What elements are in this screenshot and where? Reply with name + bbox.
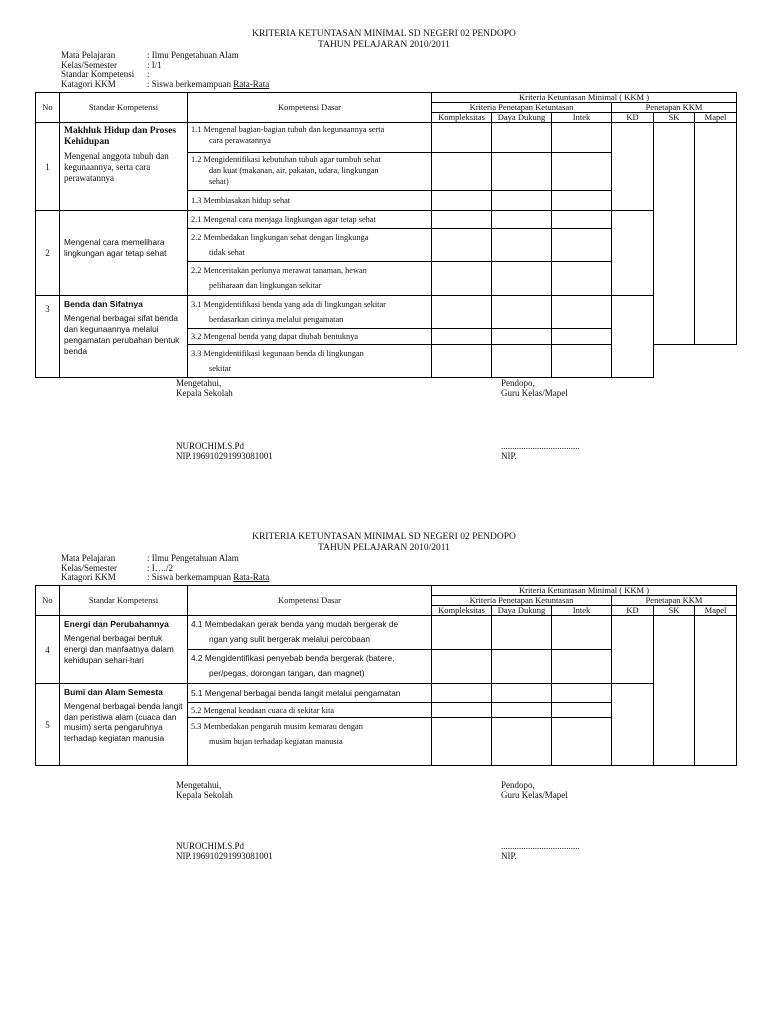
sign-text: Mengetahui, bbox=[176, 780, 222, 790]
sk-title: Energi dan Perubahannya bbox=[64, 619, 169, 629]
kompleksitas-cell[interactable] bbox=[432, 616, 492, 650]
meta-label: Katagori KKM bbox=[61, 572, 116, 583]
intek-cell[interactable] bbox=[552, 616, 612, 650]
meta-label: Katagori KKM bbox=[61, 78, 116, 89]
header-kompetensi-dasar: Kompetensi Dasar bbox=[188, 93, 432, 123]
sign-text: NIP.196910291993081001 bbox=[176, 851, 273, 861]
daya-dukung-cell[interactable] bbox=[492, 718, 552, 766]
kd-text: berdasarkan cirinya melalui pengamatan bbox=[209, 315, 344, 324]
table-row bbox=[36, 296, 737, 329]
kd-text: 1.2 Mengidentifikasi kebutuhan tubuh agar tumbuh sehat bbox=[191, 155, 381, 164]
table-row bbox=[36, 616, 737, 650]
kd-text: dan kuat (makanan, air, pakaian, udara, lingkungan bbox=[209, 166, 379, 175]
signature-right-name bbox=[501, 841, 580, 861]
sign-text: NUROCHIM.S.Pd bbox=[176, 841, 245, 851]
kompleksitas-cell[interactable] bbox=[432, 703, 492, 718]
meta-block bbox=[61, 51, 269, 89]
header-kriteria-penetapan: Kriteria Penetapan Ketuntasan bbox=[432, 596, 612, 606]
daya-dukung-cell[interactable] bbox=[492, 191, 552, 211]
intek-cell[interactable] bbox=[552, 684, 612, 703]
kd-cell bbox=[188, 329, 432, 345]
sheet-subtitle: TAHUN PELAJARAN 2010/2011 bbox=[318, 40, 450, 50]
kompleksitas-cell[interactable] bbox=[432, 684, 492, 703]
sheet-title: KRITERIA KETUNTASAN MINIMAL SD NEGERI 02 PENDOPO bbox=[252, 532, 516, 542]
standar-kompetensi-cell bbox=[60, 211, 188, 296]
kd-value-cell[interactable] bbox=[612, 123, 654, 211]
daya-dukung-cell[interactable] bbox=[492, 703, 552, 718]
signature-left bbox=[176, 378, 233, 398]
mapel-value-cell[interactable] bbox=[695, 123, 737, 345]
standar-kompetensi-cell bbox=[60, 684, 188, 766]
intek-cell[interactable] bbox=[552, 650, 612, 684]
sk-description: Mengenal cara memelihara lingkungan agar tetap sehat bbox=[64, 236, 167, 258]
header-kompleksitas: Kompleksitas bbox=[432, 113, 492, 123]
kd-text: tidak sehat bbox=[209, 248, 245, 257]
header-kd: KD bbox=[612, 113, 654, 123]
header-sk: SK bbox=[654, 606, 695, 616]
meta-label: Mata Pelajaran bbox=[61, 50, 116, 60]
intek-cell[interactable] bbox=[552, 718, 612, 766]
header-kkm: Kriteria Ketuntasan Minimal ( KKM ) bbox=[432, 586, 737, 596]
meta-block bbox=[61, 554, 269, 583]
intek-cell[interactable] bbox=[552, 211, 612, 229]
kd-text: 4.2 Mengidentifikasi penyebab benda bergerak (batere, bbox=[191, 653, 395, 663]
kd-text: 4.1 Membedakan gerak benda yang mudah bergerak de bbox=[191, 619, 399, 629]
meta-value: : I/1 bbox=[147, 59, 162, 70]
meta-value: : Siswa berkemampuan bbox=[147, 78, 234, 89]
kd-cell bbox=[188, 616, 432, 650]
header-sk: SK bbox=[654, 113, 695, 123]
row-number: 4 bbox=[36, 616, 60, 684]
kd-text: 5.2 Mengenal keadaan cuaca di sekitar kita bbox=[191, 705, 335, 715]
kd-cell bbox=[188, 650, 432, 684]
kd-text: 5.1 Mengenal berbagai benda langit melalui pengamatan bbox=[191, 687, 401, 698]
sk-value-cell[interactable] bbox=[654, 616, 695, 766]
kd-text: sekitar bbox=[209, 364, 232, 373]
sign-text: Kepala Sekolah bbox=[176, 790, 233, 800]
sign-text: Mengetahui, bbox=[176, 378, 222, 388]
kd-cell bbox=[188, 153, 432, 191]
kd-text: 2.2 Menceritakan perlunya merawat tanaman, hewan bbox=[191, 266, 367, 275]
daya-dukung-cell[interactable] bbox=[492, 153, 552, 191]
kompleksitas-cell[interactable] bbox=[432, 123, 492, 153]
row-number: 5 bbox=[36, 684, 60, 766]
kd-text: 3.3 Mengidentifikasi kegunaan benda di lingkungan bbox=[191, 349, 364, 358]
header-intek: Intek bbox=[552, 113, 612, 123]
intek-cell[interactable] bbox=[552, 703, 612, 718]
sk-title: Benda dan Sifatnya bbox=[64, 299, 143, 309]
header-kompleksitas: Kompleksitas bbox=[432, 606, 492, 616]
signature-left bbox=[176, 780, 233, 800]
sign-text: Kepala Sekolah bbox=[176, 388, 233, 398]
standar-kompetensi-cell bbox=[60, 616, 188, 684]
sk-title: Bumi dan Alam Semesta bbox=[64, 687, 163, 697]
signature-right bbox=[501, 780, 568, 800]
standar-kompetensi-cell bbox=[60, 296, 188, 378]
meta-value: : Siswa berkemampuan bbox=[147, 572, 234, 583]
meta-label: Standar Kompetensi bbox=[61, 69, 135, 80]
meta-label: Kelas/Semester bbox=[61, 59, 117, 70]
daya-dukung-cell[interactable] bbox=[492, 123, 552, 153]
header-kriteria-penetapan: Kriteria Penetapan Ketuntasan bbox=[432, 103, 612, 113]
kd-value-cell[interactable] bbox=[612, 616, 654, 684]
kompleksitas-cell[interactable] bbox=[432, 718, 492, 766]
sign-text: Guru Kelas/Mapel bbox=[501, 790, 568, 800]
kd-cell bbox=[188, 345, 432, 378]
kd-value-cell[interactable] bbox=[612, 684, 654, 766]
kd-value-cell[interactable] bbox=[612, 296, 654, 378]
kompleksitas-cell[interactable] bbox=[432, 229, 492, 262]
sign-text: NIP. bbox=[501, 451, 517, 461]
daya-dukung-cell[interactable] bbox=[492, 650, 552, 684]
header-penetapan-kkm: Penetapan KKM bbox=[612, 103, 737, 113]
sk-description: Mengenal anggota tubuh dan kegunaannya, serta cara perawatannya bbox=[64, 151, 169, 183]
sheet-subtitle: TAHUN PELAJARAN 2010/2011 bbox=[318, 543, 450, 553]
meta-value-underlined: Rata-Rata bbox=[233, 572, 270, 583]
intek-cell[interactable] bbox=[552, 345, 612, 378]
signature-left-name bbox=[176, 841, 273, 861]
kd-cell bbox=[188, 703, 432, 718]
kd-text: 2.1 Mengenal cara menjaga lingkungan agar tetap sehat bbox=[191, 215, 376, 224]
kompleksitas-cell[interactable] bbox=[432, 650, 492, 684]
daya-dukung-cell[interactable] bbox=[492, 684, 552, 703]
kd-cell bbox=[188, 296, 432, 329]
kd-text: 3.2 Mengenal benda yang dapat diubah bentuknya bbox=[191, 332, 359, 341]
kd-text: 2.2 Membedakan lingkungan sehat dengan lingkunga bbox=[191, 233, 369, 242]
intek-cell[interactable] bbox=[552, 262, 612, 296]
kompleksitas-cell[interactable] bbox=[432, 262, 492, 296]
sheet-title: KRITERIA KETUNTASAN MINIMAL SD NEGERI 02 PENDOPO bbox=[252, 29, 516, 39]
table-row bbox=[36, 123, 737, 153]
daya-dukung-cell[interactable] bbox=[492, 229, 552, 262]
daya-dukung-cell[interactable] bbox=[492, 262, 552, 296]
kd-text: cara perawatannya bbox=[209, 136, 271, 145]
kompleksitas-cell[interactable] bbox=[432, 296, 492, 329]
header-daya-dukung: Daya Dukung bbox=[492, 113, 552, 123]
header-intek: Intek bbox=[552, 606, 612, 616]
table-row bbox=[36, 684, 737, 703]
kd-cell bbox=[188, 718, 432, 766]
sign-text: NUROCHIM.S.Pd bbox=[176, 441, 245, 451]
kkm-table bbox=[35, 585, 737, 766]
kd-text: per/pegas, dorongan tangan, dan magnet) bbox=[209, 668, 365, 678]
sign-text: Pendopo, bbox=[501, 378, 535, 388]
header-no: No bbox=[36, 586, 60, 616]
signature-right-name bbox=[501, 441, 580, 461]
sk-description: Mengenal berbagai bentuk energi dan manfaatnya dalam kehidupan sehari-hari bbox=[64, 633, 174, 665]
meta-label: Kelas/Semester bbox=[61, 562, 117, 573]
signature-left-name bbox=[176, 441, 273, 461]
kompleksitas-cell[interactable] bbox=[432, 153, 492, 191]
daya-dukung-cell[interactable] bbox=[492, 616, 552, 650]
intek-cell[interactable] bbox=[552, 229, 612, 262]
row-number: 2 bbox=[36, 211, 60, 296]
intek-cell[interactable] bbox=[552, 191, 612, 211]
kd-cell bbox=[188, 211, 432, 229]
kd-text: peliharaan dan lingkungan sekitar bbox=[209, 281, 322, 290]
kompleksitas-cell[interactable] bbox=[432, 211, 492, 229]
sk-description: Mengenal berbagai sifat benda dan kegunaannya melalui pengamatan perubahan bentuk benda bbox=[64, 313, 180, 356]
kd-text: 1.1 Mengenal bagian-bagian tubuh dan kegunaannya serta bbox=[191, 125, 385, 134]
kd-cell bbox=[188, 191, 432, 211]
kkm-table bbox=[35, 92, 737, 378]
kd-text: ngan yang sulit bergerak melalui percobaan bbox=[209, 634, 370, 644]
daya-dukung-cell[interactable] bbox=[492, 296, 552, 329]
meta-value: : I…./2 bbox=[147, 562, 173, 573]
sign-text: NIP.196910291993081001 bbox=[176, 451, 273, 461]
meta-value: : bbox=[147, 69, 150, 80]
header-mapel: Mapel bbox=[695, 606, 737, 616]
sign-text: ................................... bbox=[501, 441, 580, 451]
header-no: No bbox=[36, 93, 60, 123]
kd-value-cell[interactable] bbox=[612, 211, 654, 296]
standar-kompetensi-cell bbox=[60, 123, 188, 211]
header-mapel: Mapel bbox=[695, 113, 737, 123]
sk-value-cell[interactable] bbox=[654, 123, 695, 345]
kd-text: 3.1 Mengidentifikasi benda yang ada di lingkungan sekitar bbox=[191, 300, 386, 309]
kd-cell bbox=[188, 262, 432, 296]
sk-description: Mengenal berbagai benda langit dan peristiwa alam (cuaca dan musim) serta pengaruhnya terhadap kegiatan manusia bbox=[64, 701, 183, 743]
meta-value: : Ilmu Pengetahuan Alam bbox=[147, 50, 239, 60]
sign-text: Guru Kelas/Mapel bbox=[501, 388, 568, 398]
header-penetapan-kkm: Penetapan KKM bbox=[612, 596, 737, 606]
kompleksitas-cell[interactable] bbox=[432, 345, 492, 378]
kd-text: sehat) bbox=[209, 177, 229, 186]
daya-dukung-cell[interactable] bbox=[492, 329, 552, 345]
intek-cell[interactable] bbox=[552, 123, 612, 153]
mapel-value-cell[interactable] bbox=[695, 616, 737, 766]
header-standar-kompetensi: Standar Kompetensi bbox=[60, 93, 188, 123]
header-kkm: Kriteria Ketuntasan Minimal ( KKM ) bbox=[432, 93, 737, 103]
sk-title: Makhluk Hidup dan Proses Kehidupan bbox=[64, 126, 177, 147]
intek-cell[interactable] bbox=[552, 296, 612, 329]
sign-text: Pendopo, bbox=[501, 780, 535, 790]
kompleksitas-cell[interactable] bbox=[432, 329, 492, 345]
table-row bbox=[36, 211, 737, 229]
kd-cell bbox=[188, 229, 432, 262]
header-daya-dukung: Daya Dukung bbox=[492, 606, 552, 616]
kd-text: 1.3 Membiasakan hidup sehat bbox=[191, 196, 291, 205]
header-kompetensi-dasar: Kompetensi Dasar bbox=[188, 586, 432, 616]
signature-right bbox=[501, 378, 568, 398]
meta-value: : Ilmu Pengetahuan Alam bbox=[147, 553, 239, 563]
daya-dukung-cell[interactable] bbox=[492, 345, 552, 378]
sign-text: NIP. bbox=[501, 851, 517, 861]
row-number: 1 bbox=[36, 123, 60, 211]
header-kd: KD bbox=[612, 606, 654, 616]
kompleksitas-cell[interactable] bbox=[432, 191, 492, 211]
meta-label: Mata Pelajaran bbox=[61, 553, 116, 563]
kd-cell bbox=[188, 123, 432, 153]
kd-text: musim hujan terhadap kegiatan manusia bbox=[209, 737, 343, 746]
intek-cell[interactable] bbox=[552, 329, 612, 345]
meta-value-underlined: Rata-Rata bbox=[233, 78, 270, 89]
kd-text: 5.3 Membedakan pengaruh musim kemarau dengan bbox=[191, 722, 363, 731]
intek-cell[interactable] bbox=[552, 153, 612, 191]
row-number: 3 bbox=[36, 296, 60, 378]
header-standar-kompetensi: Standar Kompetensi bbox=[60, 586, 188, 616]
daya-dukung-cell[interactable] bbox=[492, 211, 552, 229]
kd-cell bbox=[188, 684, 432, 703]
sign-text: ................................... bbox=[501, 841, 580, 851]
